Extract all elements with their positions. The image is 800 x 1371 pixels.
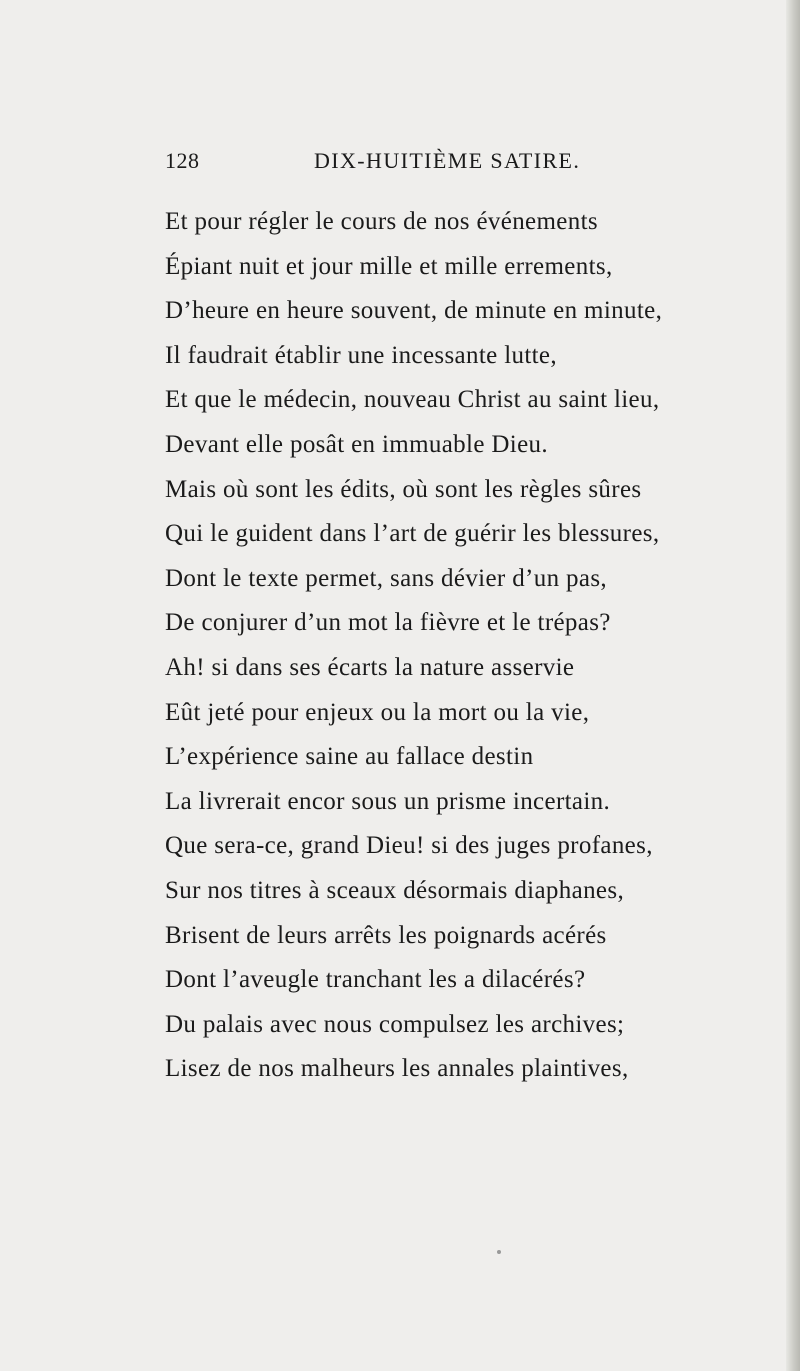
verse-line: Lisez de nos malheurs les annales plaintives, (165, 1055, 629, 1083)
verse-block (165, 200, 725, 1092)
verse-line: Et que le médecin, nouveau Christ au saint lieu, (165, 386, 660, 414)
page-edge-shadow (786, 0, 800, 1371)
verse-line: Ah! si dans ses écarts la nature asservie (165, 653, 575, 681)
verse-line: Que sera-ce, grand Dieu! si des juges profanes, (165, 832, 653, 860)
verse-line: Dont le texte permet, sans dévier d’un pas, (165, 564, 608, 592)
verse-line: Dont l’aveugle tranchant les a dilacérés? (165, 966, 586, 994)
verse-line: Eût jeté pour enjeux ou la mort ou la vie, (165, 698, 590, 726)
ink-speck (497, 1250, 501, 1254)
verse-line: Il faudrait établir une incessante lutte, (165, 341, 557, 369)
verse-line: Mais où sont les édits, où sont les règles sûres (165, 475, 642, 503)
running-title: DIX-HUITIÈME SATIRE. (314, 148, 581, 173)
verse-line: De conjurer d’un mot la fièvre et le trépas? (165, 609, 611, 637)
page-number: 128 (165, 148, 200, 173)
verse-line: D’heure en heure souvent, de minute en minute, (165, 297, 663, 325)
verse-line: Brisent de leurs arrêts les poignards acérés (165, 921, 607, 949)
verse-line: Épiant nuit et jour mille et mille errements, (165, 252, 613, 280)
page-header (165, 148, 585, 188)
verse-line: Du palais avec nous compulsez les archives; (165, 1010, 625, 1038)
verse-line: Et pour régler le cours de nos événements (165, 208, 598, 235)
verse-line: L’expérience saine au fallace destin (165, 743, 534, 771)
verse-line: Sur nos titres à sceaux désormais diaphanes, (165, 876, 625, 904)
verse-line: La livrerait encor sous un prisme incertain. (165, 787, 611, 815)
verse-line: Devant elle posât en immuable Dieu. (165, 430, 548, 458)
verse-line: Qui le guident dans l’art de guérir les blessures, (165, 520, 660, 548)
